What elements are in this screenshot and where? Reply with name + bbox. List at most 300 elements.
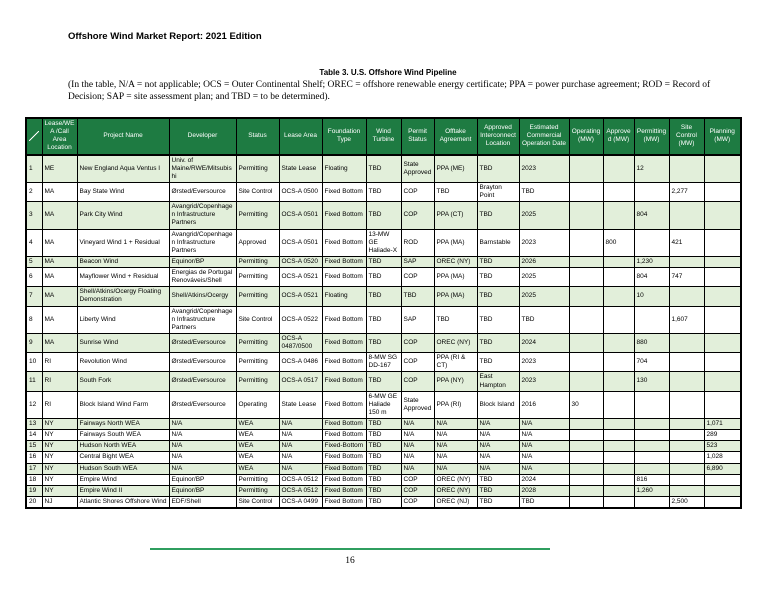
table-cell: TBD bbox=[401, 287, 434, 306]
table-cell: TBD bbox=[366, 182, 401, 201]
table-cell: TBD bbox=[366, 485, 401, 496]
table-cell bbox=[569, 430, 603, 441]
table-cell: 2016 bbox=[519, 391, 569, 418]
table-cell: 12 bbox=[634, 155, 669, 183]
table-cell: Site Control bbox=[236, 306, 279, 333]
table-header-row bbox=[26, 118, 741, 155]
table-cell: 130 bbox=[634, 372, 669, 391]
table-cell: COP bbox=[401, 333, 434, 352]
table-row bbox=[26, 463, 741, 474]
table-cell bbox=[603, 202, 634, 229]
table-cell: TBD bbox=[477, 202, 519, 229]
table-cell: N/A bbox=[401, 419, 434, 430]
table-cell: N/A bbox=[279, 463, 322, 474]
table-row bbox=[26, 496, 741, 508]
table-cell: 10 bbox=[634, 287, 669, 306]
table-cell: COP bbox=[401, 496, 434, 508]
table-cell: 800 bbox=[603, 229, 634, 256]
table-cell: N/A bbox=[519, 452, 569, 463]
table-cell: Site Control bbox=[236, 496, 279, 508]
table-cell: COP bbox=[401, 372, 434, 391]
table-cell: 2024 bbox=[519, 333, 569, 352]
column-header: Approved (MW) bbox=[603, 118, 634, 155]
table-cell: TBD bbox=[477, 496, 519, 508]
table-cell: TBD bbox=[366, 202, 401, 229]
table-cell: 2,277 bbox=[669, 182, 704, 201]
table-cell: WEA bbox=[236, 441, 279, 452]
table-cell bbox=[704, 229, 741, 256]
table-cell: Univ. of Maine/RWE/Mitsubishi bbox=[169, 155, 236, 183]
table-cell: Beacon Wind bbox=[77, 256, 169, 267]
table-cell: TBD bbox=[477, 353, 519, 372]
table-cell: Fixed Bottom bbox=[322, 229, 366, 256]
table-cell: 2025 bbox=[519, 287, 569, 306]
table-cell bbox=[603, 496, 634, 508]
table-cell: Floating bbox=[322, 155, 366, 183]
table-cell: Fixed Bottom bbox=[322, 496, 366, 508]
table-cell: 289 bbox=[704, 430, 741, 441]
table-cell bbox=[669, 463, 704, 474]
table-cell: N/A bbox=[434, 419, 477, 430]
table-cell: MA bbox=[42, 306, 77, 333]
table-cell: N/A bbox=[279, 452, 322, 463]
column-header: Permitting (MW) bbox=[634, 118, 669, 155]
table-row bbox=[26, 391, 741, 418]
table-cell: State Lease bbox=[279, 391, 322, 418]
table-cell: TBD bbox=[477, 256, 519, 267]
column-header: Lease Area bbox=[279, 118, 322, 155]
table-cell bbox=[669, 372, 704, 391]
row-number-cell: 10 bbox=[26, 353, 42, 372]
table-cell: N/A bbox=[401, 463, 434, 474]
table-cell: N/A bbox=[477, 419, 519, 430]
table-cell: Block Island Wind Farm bbox=[77, 391, 169, 418]
table-cell: N/A bbox=[477, 430, 519, 441]
table-cell: COP bbox=[401, 268, 434, 287]
table-row bbox=[26, 306, 741, 333]
table-cell bbox=[634, 463, 669, 474]
row-number-cell: 17 bbox=[26, 463, 42, 474]
table-cell bbox=[569, 287, 603, 306]
row-number-cell: 9 bbox=[26, 333, 42, 352]
table-cell: 6-MW GE Haliade 150 m bbox=[366, 391, 401, 418]
table-cell bbox=[704, 155, 741, 183]
table-cell: 2023 bbox=[519, 155, 569, 183]
table-cell: Avangrid/Copenhagen Infrastructure Partners bbox=[169, 202, 236, 229]
table-cell bbox=[603, 372, 634, 391]
table-cell: 880 bbox=[634, 333, 669, 352]
table-cell: Fixed Bottom bbox=[322, 353, 366, 372]
table-caption: Table 3. U.S. Offshore Wind Pipeline bbox=[319, 68, 457, 77]
row-number-cell: 6 bbox=[26, 268, 42, 287]
table-cell: COP bbox=[401, 485, 434, 496]
table-cell: Permitting bbox=[236, 256, 279, 267]
table-cell bbox=[704, 353, 741, 372]
table-cell: State Approved bbox=[401, 391, 434, 418]
table-row bbox=[26, 256, 741, 267]
table-cell: Fixed Bottom bbox=[322, 182, 366, 201]
table-cell: MA bbox=[42, 229, 77, 256]
table-cell: OCS-A 0487/0500 bbox=[279, 333, 322, 352]
table-cell: TBD bbox=[477, 333, 519, 352]
table-cell: MA bbox=[42, 256, 77, 267]
table-cell bbox=[569, 229, 603, 256]
table-row bbox=[26, 430, 741, 441]
table-cell bbox=[569, 155, 603, 183]
table-cell: N/A bbox=[434, 430, 477, 441]
table-cell: N/A bbox=[477, 441, 519, 452]
table-cell: NY bbox=[42, 463, 77, 474]
table-cell: NY bbox=[42, 430, 77, 441]
table-cell: Equinor/BP bbox=[169, 485, 236, 496]
column-header: Wind Turbine bbox=[366, 118, 401, 155]
pipeline-table bbox=[25, 117, 742, 509]
table-cell: N/A bbox=[477, 452, 519, 463]
table-cell: Hudson South WEA bbox=[77, 463, 169, 474]
table-cell: SAP bbox=[401, 306, 434, 333]
table-cell: 804 bbox=[634, 202, 669, 229]
table-cell bbox=[603, 430, 634, 441]
table-cell: N/A bbox=[401, 441, 434, 452]
table-cell: COP bbox=[401, 202, 434, 229]
table-cell: TBD bbox=[366, 441, 401, 452]
table-cell: TBD bbox=[477, 474, 519, 485]
column-header: Estimated Commercial Operation Date bbox=[519, 118, 569, 155]
table-cell: Sunrise Wind bbox=[77, 333, 169, 352]
row-number-cell: 4 bbox=[26, 229, 42, 256]
table-cell: PPA (MA) bbox=[434, 229, 477, 256]
table-cell: Fairways South WEA bbox=[77, 430, 169, 441]
table-cell: TBD bbox=[366, 333, 401, 352]
table-cell bbox=[634, 441, 669, 452]
table-cell: Brayton Point bbox=[477, 182, 519, 201]
table-cell: WEA bbox=[236, 419, 279, 430]
table-cell: Shell/Atkins/Ocergy Floating Demonstration bbox=[77, 287, 169, 306]
table-cell: Barnstable bbox=[477, 229, 519, 256]
table-cell: TBD bbox=[477, 306, 519, 333]
table-cell: 523 bbox=[704, 441, 741, 452]
table-cell: COP bbox=[401, 353, 434, 372]
page-number: 16 bbox=[345, 556, 355, 566]
table-cell: MA bbox=[42, 287, 77, 306]
table-cell: OCS-A 0512 bbox=[279, 485, 322, 496]
table-cell bbox=[704, 306, 741, 333]
table-cell: PPA (ME) bbox=[434, 155, 477, 183]
table-cell: Fixed Bottom bbox=[322, 306, 366, 333]
table-cell: PPA (RI & CT) bbox=[434, 353, 477, 372]
table-cell bbox=[603, 391, 634, 418]
table-cell: N/A bbox=[169, 441, 236, 452]
table-cell: TBD bbox=[366, 268, 401, 287]
table-cell: N/A bbox=[169, 463, 236, 474]
table-cell bbox=[603, 474, 634, 485]
table-cell: Operating bbox=[236, 391, 279, 418]
table-cell: RI bbox=[42, 372, 77, 391]
table-cell bbox=[704, 287, 741, 306]
table-cell bbox=[669, 452, 704, 463]
table-cell: Fairways North WEA bbox=[77, 419, 169, 430]
table-cell: OCS-A 0501 bbox=[279, 229, 322, 256]
table-cell: East Hampton bbox=[477, 372, 519, 391]
table-cell bbox=[603, 463, 634, 474]
table-cell: OCS-A 0522 bbox=[279, 306, 322, 333]
table-cell: 2,500 bbox=[669, 496, 704, 508]
table-cell: PPA (CT) bbox=[434, 202, 477, 229]
table-cell: MA bbox=[42, 268, 77, 287]
table-cell: PPA (MA) bbox=[434, 287, 477, 306]
table-cell: Fixed Bottom bbox=[322, 391, 366, 418]
table-cell: Floating bbox=[322, 287, 366, 306]
table-cell bbox=[704, 474, 741, 485]
table-cell: 816 bbox=[634, 474, 669, 485]
report-title: Offshore Wind Market Report: 2021 Edition bbox=[68, 31, 262, 42]
table-cell: N/A bbox=[477, 463, 519, 474]
table-cell: TBD bbox=[366, 474, 401, 485]
table-cell: Fixed Bottom bbox=[322, 256, 366, 267]
table-cell: OCS-A 0512 bbox=[279, 474, 322, 485]
table-cell: Fixed Bottom bbox=[322, 419, 366, 430]
table-cell bbox=[569, 353, 603, 372]
table-cell bbox=[669, 474, 704, 485]
table-cell bbox=[603, 333, 634, 352]
table-cell: TBD bbox=[434, 306, 477, 333]
table-cell: State Lease bbox=[279, 155, 322, 183]
table-cell: TBD bbox=[366, 496, 401, 508]
table-cell: Permitting bbox=[236, 485, 279, 496]
table-cell: Mayflower Wind + Residual bbox=[77, 268, 169, 287]
table-cell bbox=[569, 452, 603, 463]
table-cell: N/A bbox=[401, 452, 434, 463]
column-header: Operating (MW) bbox=[569, 118, 603, 155]
table-cell: Block Island bbox=[477, 391, 519, 418]
table-cell bbox=[669, 333, 704, 352]
table-cell bbox=[603, 353, 634, 372]
table-cell: Permitting bbox=[236, 155, 279, 183]
table-cell bbox=[634, 430, 669, 441]
table-cell: Bay State Wind bbox=[77, 182, 169, 201]
column-header: Permit Status bbox=[401, 118, 434, 155]
table-cell: Central Bight WEA bbox=[77, 452, 169, 463]
table-cell bbox=[704, 202, 741, 229]
table-cell bbox=[669, 256, 704, 267]
table-cell: 1,230 bbox=[634, 256, 669, 267]
row-number-cell: 13 bbox=[26, 419, 42, 430]
table-cell: OCS-A 0486 bbox=[279, 353, 322, 372]
table-cell: Vineyard Wind 1 + Residual bbox=[77, 229, 169, 256]
table-cell: PPA (NY) bbox=[434, 372, 477, 391]
table-row bbox=[26, 155, 741, 183]
table-cell: Equinor/BP bbox=[169, 474, 236, 485]
table-cell: TBD bbox=[366, 463, 401, 474]
table-cell bbox=[569, 182, 603, 201]
column-header: Planning (MW) bbox=[704, 118, 741, 155]
table-row bbox=[26, 485, 741, 496]
table-cell: SAP bbox=[401, 256, 434, 267]
table-cell: PPA (RI) bbox=[434, 391, 477, 418]
table-row bbox=[26, 182, 741, 201]
table-cell: 421 bbox=[669, 229, 704, 256]
table-cell: PPA (MA) bbox=[434, 268, 477, 287]
table-cell bbox=[669, 430, 704, 441]
table-cell: Avangrid/Copenhagen Infrastructure Partners bbox=[169, 229, 236, 256]
table-cell bbox=[704, 372, 741, 391]
table-cell: WEA bbox=[236, 452, 279, 463]
table-cell: Permitting bbox=[236, 268, 279, 287]
column-header: Foundation Type bbox=[322, 118, 366, 155]
table-cell bbox=[569, 256, 603, 267]
table-cell bbox=[569, 496, 603, 508]
table-cell bbox=[669, 202, 704, 229]
row-number-cell: 2 bbox=[26, 182, 42, 201]
table-cell: N/A bbox=[434, 452, 477, 463]
table-cell: OREC (NY) bbox=[434, 474, 477, 485]
table-cell bbox=[569, 419, 603, 430]
table-cell bbox=[634, 496, 669, 508]
row-number-cell: 8 bbox=[26, 306, 42, 333]
column-header: Site Control (MW) bbox=[669, 118, 704, 155]
table-cell: Ørsted/Eversource bbox=[169, 182, 236, 201]
column-header: Project Name bbox=[77, 118, 169, 155]
table-cell: TBD bbox=[477, 268, 519, 287]
table-cell: N/A bbox=[279, 441, 322, 452]
table-cell: N/A bbox=[279, 419, 322, 430]
table-cell: RI bbox=[42, 353, 77, 372]
table-cell: 704 bbox=[634, 353, 669, 372]
table-cell: Permitting bbox=[236, 372, 279, 391]
table-cell: 2024 bbox=[519, 474, 569, 485]
table-cell bbox=[669, 485, 704, 496]
column-header: Approved Interconnect Location bbox=[477, 118, 519, 155]
table-row bbox=[26, 353, 741, 372]
table-cell bbox=[704, 268, 741, 287]
table-cell: OCS-A 0499 bbox=[279, 496, 322, 508]
table-cell: ROD bbox=[401, 229, 434, 256]
table-cell: 2025 bbox=[519, 202, 569, 229]
row-number-cell: 19 bbox=[26, 485, 42, 496]
table-row bbox=[26, 452, 741, 463]
table-cell: OCS-A 0520 bbox=[279, 256, 322, 267]
table-cell: N/A bbox=[401, 430, 434, 441]
table-cell: Permitting bbox=[236, 333, 279, 352]
table-cell: MA bbox=[42, 182, 77, 201]
table-row bbox=[26, 419, 741, 430]
row-number-cell: 15 bbox=[26, 441, 42, 452]
table-cell bbox=[603, 441, 634, 452]
table-cell: OREC (NY) bbox=[434, 256, 477, 267]
table-cell bbox=[704, 256, 741, 267]
table-cell: 1,071 bbox=[704, 419, 741, 430]
table-cell: TBD bbox=[477, 155, 519, 183]
table-cell: New England Aqua Ventus I bbox=[77, 155, 169, 183]
table-row bbox=[26, 441, 741, 452]
row-number-cell: 12 bbox=[26, 391, 42, 418]
table-cell: TBD bbox=[477, 287, 519, 306]
table-cell: 2026 bbox=[519, 256, 569, 267]
row-number-cell: 3 bbox=[26, 202, 42, 229]
table-cell: 6,890 bbox=[704, 463, 741, 474]
table-cell bbox=[634, 452, 669, 463]
table-cell: Fixed Bottom bbox=[322, 372, 366, 391]
table-row bbox=[26, 202, 741, 229]
table-cell: 2023 bbox=[519, 353, 569, 372]
table-cell: Avangrid/Copenhagen Infrastructure Partners bbox=[169, 306, 236, 333]
table-cell: N/A bbox=[169, 419, 236, 430]
table-cell: Fixed Bottom bbox=[322, 485, 366, 496]
table-cell: ME bbox=[42, 155, 77, 183]
table-cell bbox=[704, 333, 741, 352]
table-cell bbox=[569, 441, 603, 452]
table-cell bbox=[634, 391, 669, 418]
table-cell: COP bbox=[401, 474, 434, 485]
table-cell: South Fork bbox=[77, 372, 169, 391]
table-cell: Fixed Bottom bbox=[322, 202, 366, 229]
table-cell bbox=[569, 463, 603, 474]
table-cell: Atlantic Shores Offshore Wind bbox=[77, 496, 169, 508]
table-cell bbox=[603, 485, 634, 496]
table-cell: 2028 bbox=[519, 485, 569, 496]
table-cell: NY bbox=[42, 419, 77, 430]
table-cell bbox=[669, 353, 704, 372]
row-number-cell: 5 bbox=[26, 256, 42, 267]
table-cell: MA bbox=[42, 333, 77, 352]
table-cell: TBD bbox=[366, 452, 401, 463]
table-cell bbox=[669, 419, 704, 430]
table-body bbox=[26, 155, 741, 509]
table-cell: NY bbox=[42, 485, 77, 496]
table-cell: Fixed Bottom bbox=[322, 452, 366, 463]
row-number-cell: 20 bbox=[26, 496, 42, 508]
table-cell bbox=[603, 268, 634, 287]
table-cell: Shell/Atkins/Ocergy bbox=[169, 287, 236, 306]
table-row bbox=[26, 287, 741, 306]
table-cell: Fixed Bottom bbox=[322, 474, 366, 485]
table-cell bbox=[569, 372, 603, 391]
table-cell: Park City Wind bbox=[77, 202, 169, 229]
table-cell: OCS-A 0521 bbox=[279, 268, 322, 287]
table-cell: Site Control bbox=[236, 182, 279, 201]
table-cell: NY bbox=[42, 452, 77, 463]
table-cell: Equinor/BP bbox=[169, 256, 236, 267]
table-cell: 2023 bbox=[519, 229, 569, 256]
table-cell bbox=[669, 441, 704, 452]
table-cell: TBD bbox=[519, 496, 569, 508]
table-cell bbox=[669, 155, 704, 183]
table-row bbox=[26, 372, 741, 391]
table-legend-text: (In the table, N/A = not applicable; OCS = Outer Continental Shelf; OREC = offshore renewable energy certificate; PPA = power purchase agreement; ROD = Record of Decision; SAP = site assessment plan; and TBD = to be determined). bbox=[68, 80, 711, 102]
table-cell: Permitting bbox=[236, 287, 279, 306]
table-cell: Fixed-Bottom bbox=[322, 441, 366, 452]
table-cell bbox=[669, 391, 704, 418]
table-cell: Permitting bbox=[236, 353, 279, 372]
table-cell: 804 bbox=[634, 268, 669, 287]
table-cell: 2023 bbox=[519, 372, 569, 391]
row-number-cell: 1 bbox=[26, 155, 42, 183]
table-cell: TBD bbox=[366, 372, 401, 391]
table-row bbox=[26, 229, 741, 256]
table-cell: MA bbox=[42, 202, 77, 229]
table-cell: WEA bbox=[236, 430, 279, 441]
table-cell: OCS-A 0501 bbox=[279, 202, 322, 229]
column-header: Lease/WEA /Call Area Location bbox=[42, 118, 77, 155]
row-number-cell: 16 bbox=[26, 452, 42, 463]
table-cell: N/A bbox=[519, 463, 569, 474]
table-cell bbox=[634, 229, 669, 256]
table-cell bbox=[704, 496, 741, 508]
table-cell: TBD bbox=[366, 430, 401, 441]
table-cell: Empire Wind bbox=[77, 474, 169, 485]
table-cell: OCS-A 0517 bbox=[279, 372, 322, 391]
table-cell: Fixed Bottom bbox=[322, 463, 366, 474]
